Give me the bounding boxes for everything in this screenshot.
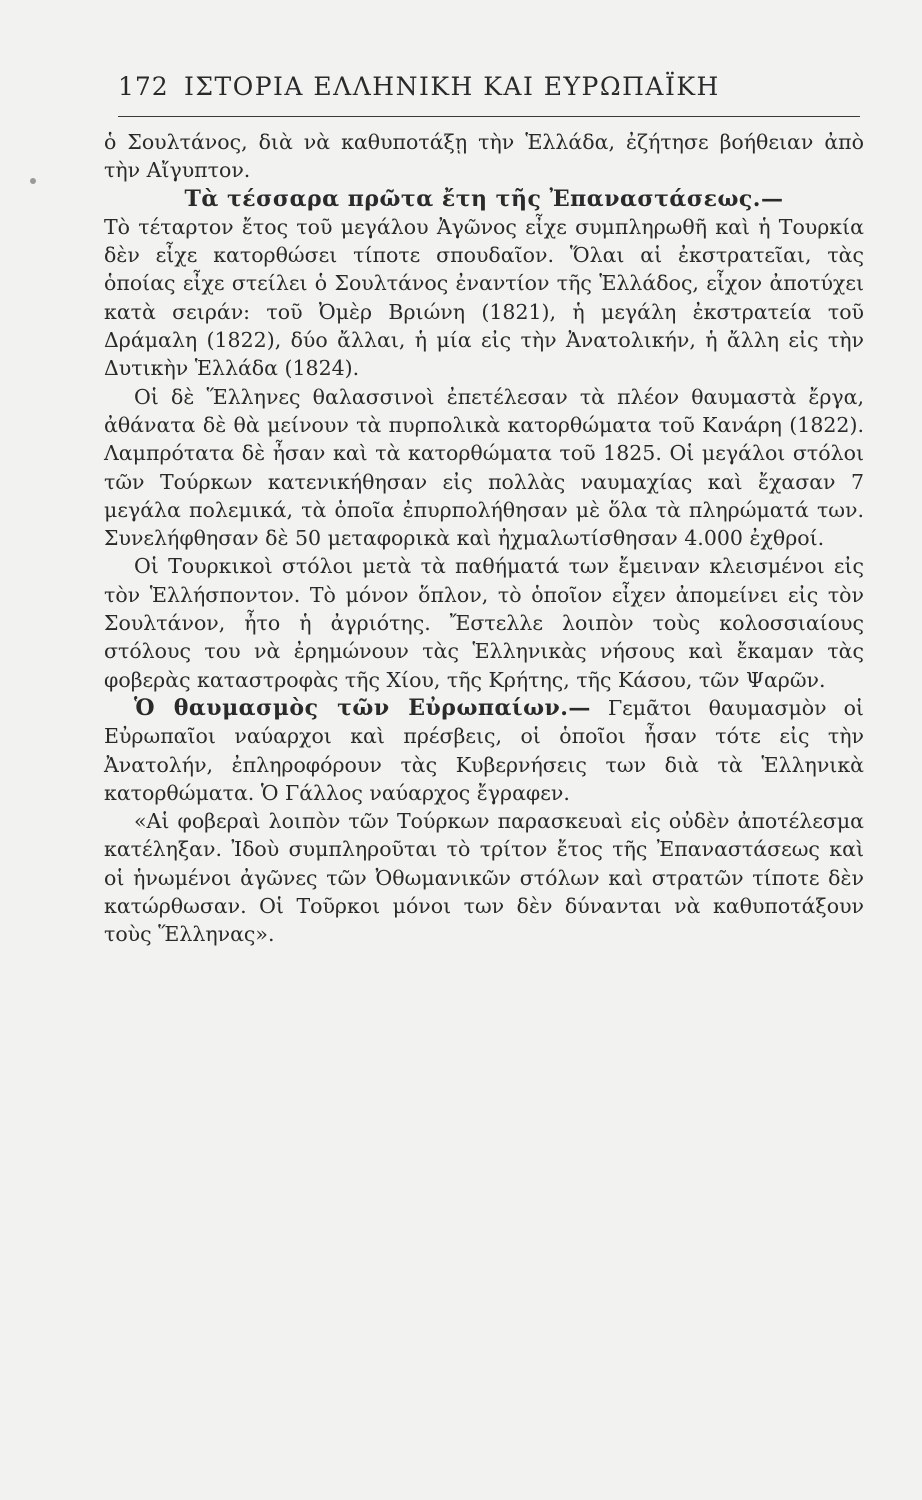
page-header xyxy=(118,72,858,112)
quotation-paragraph: «Αἱ φοβεραὶ λοιπὸν τῶν Τούρκων παρασκευαὶ εἰς οὐδὲν ἀποτέλεσμα κατέληξαν. Ἰδοὺ συμπληροῦται τὸ τρίτον ἔτος τῆς Ἐπαναστάσεως καὶ οἱ ἡνωμένοι ἀγῶνες τῶν Ὀθωμανικῶν στόλων καὶ στρατῶν τίποτε δὲν κατώρθωσαν. Οἱ Τοῦρκοι μόνοι των δὲν δύνανται νὰ καθυποτάξουν τοὺς Ἕλληνας». xyxy=(104,809,864,947)
print-speck xyxy=(30,178,36,184)
paragraph-text: Γεμᾶτοι θαυμασμὸν οἱ Εὐρωπαῖοι ναύαρχοι καὶ πρέσβεις, οἱ ὁποῖοι ἦσαν τότε εἰς τὴν Ἀνατολήν, ἐπληροφόρουν τὰς Κυβερνήσεις των διὰ τὰ Ἑλληνικὰ κατορθώματα. Ὁ Γάλλος ναύαρχος ἔγραφεν. xyxy=(104,695,864,805)
section-heading-european-admiration: Ὁ θαυμασμὸς τῶν Εὐρωπαίων.— xyxy=(134,694,591,721)
paragraph: Οἱ δὲ Ἕλληνες θαλασσινοὶ ἐπετέλεσαν τὰ πλέον θαυμαστὰ ἔργα, ἀθάνατα δὲ θὰ μείνουν τὰ πυρπολικὰ κατορθώματα τοῦ Κανάρη (1822). Λαμπρότατα δὲ ἦσαν καὶ τὰ κατορθώματα τοῦ 1825. Οἱ μεγάλοι στόλοι τῶν Τούρκων κατενικήθησαν εἰς πολλὰς ναυμαχίας καὶ ἔχασαν 7 μεγάλα πολεμικά, τὰ ὁποῖα ἐπυρπολήθησαν μὲ ὅλα τὰ πληρώματά των. Συνελήφθησαν δὲ 50 μεταφορικὰ καὶ ἠχμαλωτίσθησαν 4.000 ἐχθροί. xyxy=(104,384,864,551)
running-title: ΙΣΤΟΡΙΑ ΕΛΛΗΝΙΚΗ ΚΑΙ ΕΥΡΩΠΑΪΚΗ xyxy=(184,72,720,101)
paragraph: Τὸ τέταρτον ἔτος τοῦ μεγάλου Ἀγῶνος εἶχε συμπληρωθῆ καὶ ἡ Τουρκία δὲν εἶχε κατορθώσει τίποτε σπουδαῖον. Ὅλαι αἱ ἐκστρατεῖαι, τὰς ὁποίας εἶχε στείλει ὁ Σουλτάνος ἐναντίον τῆς Ἑλλάδος, εἶχον ἀποτύχει κατὰ σειράν: τοῦ Ὀμὲρ Βριώνη (1821), ἡ μεγάλη ἐκστρατεία τοῦ Δράμαλη (1822), δύο ἄλλαι, ἡ μία εἰς τὴν Ἀνατολικήν, ἡ ἄλλη εἰς τὴν Δυτικὴν Ἑλλάδα (1824). xyxy=(104,214,864,381)
paragraph-with-heading xyxy=(104,694,864,807)
page-number: 172 xyxy=(118,72,169,101)
paragraph: Οἱ Τουρκικοὶ στόλοι μετὰ τὰ παθήματά των ἔμειναν κλεισμένοι εἰς τὸν Ἑλλήσποντον. Τὸ μόνον ὅπλον, τὸ ὁποῖον εἶχεν ἀπομείνει εἰς τὸν Σουλτάνον, ἦτο ἡ ἀγριότης. Ἔστελλε λοιπὸν τοὺς κολοσσιαίους στόλους του νὰ ἐρημώνουν τὰς Ἑλληνικὰς νήσους καὶ ἔκαμαν τὰς φοβερὰς καταστροφὰς τῆς Χίου, τῆς Κρήτης, τῆς Κάσου, τῶν Ψαρῶν. xyxy=(104,554,864,692)
body-text xyxy=(104,128,864,949)
section-heading-first-years: Τὰ τέσσαρα πρῶτα ἔτη τῆς Ἐπαναστάσεως.— xyxy=(184,185,784,212)
paragraph: ὁ Σουλτάνος, διὰ νὰ καθυποτάξῃ τὴν Ἑλλάδα, ἐζήτησε βοήθειαν ἀπὸ τὴν Αἴγυπτον. xyxy=(104,130,864,183)
header-rule xyxy=(118,116,860,117)
